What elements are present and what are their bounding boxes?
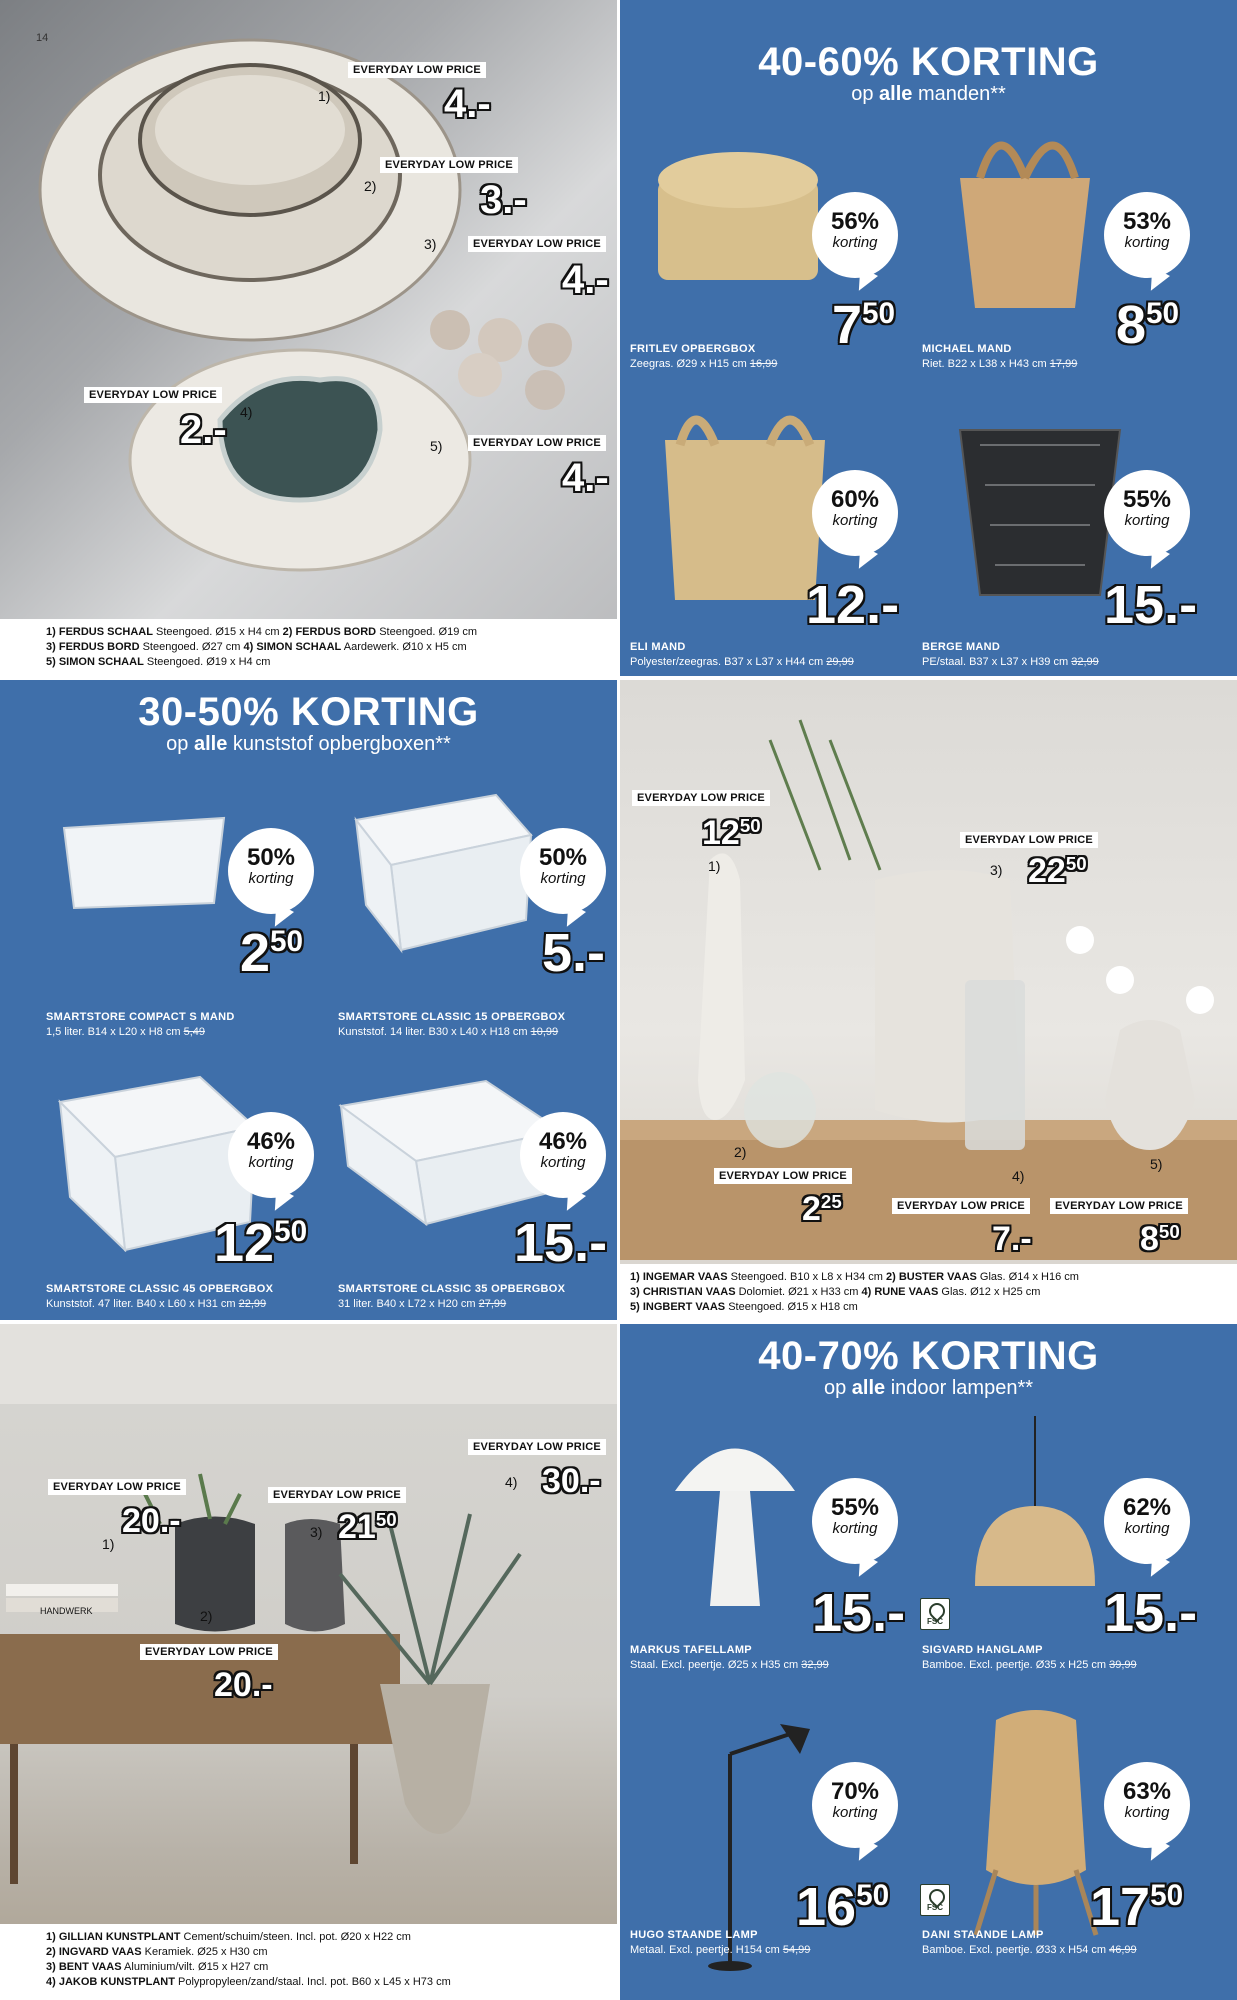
item-number-1: 1) <box>102 1536 115 1552</box>
panel-tableware <box>0 0 617 676</box>
price-1: 4.- <box>444 82 491 126</box>
item-number-4: 4) <box>1012 1168 1025 1184</box>
book-spine-text: HANDWERK <box>40 1606 93 1616</box>
manden-subtitle: op alle manden** <box>851 83 1006 105</box>
panel-vazen <box>620 680 1237 1320</box>
boxen-title: 30-50% KORTING <box>138 690 479 734</box>
discount-badge: 60% korting <box>812 470 898 556</box>
edlp-tag-3: EVERYDAY LOW PRICE <box>468 236 606 252</box>
price: $16^{50}$ <box>796 1877 890 1937</box>
page-number: 14 <box>36 32 49 44</box>
caption-line: 4) JAKOB KUNSTPLANT Polypropyleen/zand/staal. Incl. pot. B60 x L45 x H73 cm <box>46 1976 451 1988</box>
discount-badge: 50% korting <box>520 828 606 914</box>
item-number-5: 5) <box>1150 1156 1163 1172</box>
planten-caption <box>0 1924 617 2000</box>
price: $17^{50}$ <box>1090 1877 1184 1937</box>
markus-tafellamp-image <box>660 1416 810 1616</box>
price-5: 4.- <box>562 456 609 500</box>
item-number-2: 2) <box>734 1144 747 1160</box>
price: $7^{50}$ <box>832 295 896 355</box>
vazen-caption <box>620 1264 1237 1320</box>
edlp-tag-1: EVERYDAY LOW PRICE <box>348 62 486 78</box>
item-number-1: 1) <box>318 88 331 104</box>
item-number-2: 2) <box>200 1608 213 1624</box>
item-number-1: 1) <box>708 858 721 874</box>
product-name: SMARTSTORE CLASSIC 35 OPBERGBOX <box>338 1283 566 1295</box>
product-spec: Zeegras. Ø29 x H15 cm 16,99 <box>630 358 778 370</box>
product-spec: 31 liter. B40 x L72 x H20 cm 27,99 <box>338 1298 507 1310</box>
fsc-logo: FSC <box>920 1598 950 1630</box>
edlp-tag-3: EVERYDAY LOW PRICE <box>960 832 1098 848</box>
boxen-subtitle: op alle kunststof opbergboxen** <box>166 733 451 755</box>
classic-15-box-image <box>346 790 536 960</box>
edlp-tag-3: EVERYDAY LOW PRICE <box>268 1487 406 1503</box>
discount-badge: 56% korting <box>812 192 898 278</box>
discount-badge: 46% korting <box>520 1112 606 1198</box>
caption-line: 1) INGEMAR VAAS Steengoed. B10 x L8 x H34 cm 2) BUSTER VAAS Glas. Ø14 x H16 cm <box>630 1271 1079 1283</box>
manden-title: 40-60% KORTING <box>758 40 1099 84</box>
planten-photo <box>0 1324 617 1924</box>
michael-mand-image <box>940 118 1110 318</box>
discount-badge: 53% korting <box>1104 192 1190 278</box>
caption-line: 2) INGVARD VAAS Keramiek. Ø25 x H30 cm <box>46 1946 268 1958</box>
price: 12.- <box>806 575 900 635</box>
product-name: MARKUS TAFELLAMP <box>630 1644 752 1656</box>
edlp-tag-4: EVERYDAY LOW PRICE <box>84 387 222 403</box>
product-spec: Bamboe. Excl. peertje. Ø33 x H54 cm 46,99 <box>922 1944 1137 1956</box>
caption-line: 5) SIMON SCHAAL Steengoed. Ø19 x H4 cm <box>46 656 271 668</box>
price-5: $8^{50}$ <box>1140 1220 1180 1258</box>
compact-s-mand-image <box>54 808 234 918</box>
discount-badge: 46% korting <box>228 1112 314 1198</box>
product-name: SIGVARD HANGLAMP <box>922 1644 1043 1656</box>
caption-line: 5) INGBERT VAAS Steengoed. Ø15 x H18 cm <box>630 1301 858 1313</box>
price: 15.- <box>812 1583 906 1643</box>
price-3: 4.- <box>562 258 609 302</box>
discount-badge: 55% korting <box>812 1478 898 1564</box>
item-number-5: 5) <box>430 438 443 454</box>
tableware-caption <box>0 619 617 676</box>
edlp-tag-1: EVERYDAY LOW PRICE <box>48 1479 186 1495</box>
tableware-photo <box>0 0 617 620</box>
product-spec: Polyester/zeegras. B37 x L37 x H44 cm 29,99 <box>630 656 854 668</box>
lampen-title: 40-70% KORTING <box>758 1334 1099 1378</box>
price-1: $12^{50}$ <box>702 814 761 852</box>
fsc-logo: FSC <box>920 1884 950 1916</box>
edlp-tag-4: EVERYDAY LOW PRICE <box>468 1439 606 1455</box>
product-name: FRITLEV OPBERGBOX <box>630 343 756 355</box>
panel-lampen <box>620 1324 1237 2000</box>
discount-badge: 62% korting <box>1104 1478 1190 1564</box>
discount-badge: 50% korting <box>228 828 314 914</box>
item-number-2: 2) <box>364 178 377 194</box>
price-1: 20.- <box>122 1502 181 1540</box>
price-2: $2^{25}$ <box>802 1190 842 1228</box>
product-name: SMARTSTORE COMPACT S MAND <box>46 1011 235 1023</box>
product-name: DANI STAANDE LAMP <box>922 1929 1044 1941</box>
product-name: BERGE MAND <box>922 641 1001 653</box>
product-spec: 1,5 liter. B14 x L20 x H8 cm 5,49 <box>46 1026 205 1038</box>
caption-line: 1) GILLIAN KUNSTPLANT Cement/schuim/steen. Incl. pot. Ø20 x H22 cm <box>46 1931 411 1943</box>
edlp-tag-2: EVERYDAY LOW PRICE <box>380 157 518 173</box>
discount-badge: 70% korting <box>812 1762 898 1848</box>
caption-line: 3) BENT VAAS Aluminium/vilt. Ø15 x H27 cm <box>46 1961 269 1973</box>
price-4: 7.- <box>992 1220 1032 1258</box>
discount-badge: 55% korting <box>1104 470 1190 556</box>
price-2: 20.- <box>214 1666 273 1704</box>
panel-planten <box>0 1324 617 2000</box>
price: $2^{50}$ <box>240 923 304 983</box>
price-3: $21^{50}$ <box>338 1508 397 1546</box>
product-spec: Riet. B22 x L38 x H43 cm 17,99 <box>922 358 1078 370</box>
berge-mand-image <box>950 405 1130 605</box>
product-spec: PE/staal. B37 x L37 x H39 cm 32,99 <box>922 656 1099 668</box>
product-spec: Bamboe. Excl. peertje. Ø35 x H25 cm 39,99 <box>922 1659 1137 1671</box>
dani-staande-lamp-image <box>966 1700 1106 1940</box>
price: $8^{50}$ <box>1116 295 1180 355</box>
boxen-header <box>0 690 617 756</box>
panel-boxen <box>0 680 617 1320</box>
product-spec: Metaal. Excl. peertje. H154 cm 54,99 <box>630 1944 811 1956</box>
item-number-3: 3) <box>990 862 1003 878</box>
price-4: 30.- <box>542 1462 601 1500</box>
discount-badge: 63% korting <box>1104 1762 1190 1848</box>
price: 15.- <box>1104 1583 1198 1643</box>
caption-line: 1) FERDUS SCHAAL Steengoed. Ø15 x H4 cm 2) FERDUS BORD Steengoed. Ø19 cm <box>46 626 478 638</box>
price: 15.- <box>1104 575 1198 635</box>
price-2: 3.- <box>480 178 527 222</box>
price-4: 2.- <box>180 408 227 452</box>
product-name: MICHAEL MAND <box>922 343 1012 355</box>
product-name: SMARTSTORE CLASSIC 45 OPBERGBOX <box>46 1283 274 1295</box>
product-name: SMARTSTORE CLASSIC 15 OPBERGBOX <box>338 1011 566 1023</box>
lampen-header <box>620 1334 1237 1400</box>
product-spec: Staal. Excl. peertje. Ø25 x H35 cm 32,99 <box>630 1659 829 1671</box>
edlp-tag-1: EVERYDAY LOW PRICE <box>632 790 770 806</box>
price: 15.- <box>514 1213 608 1273</box>
fritlev-opbergbox-image <box>648 140 828 290</box>
item-number-4: 4) <box>505 1474 518 1490</box>
caption-line: 3) CHRISTIAN VAAS Dolomiet. Ø21 x H33 cm 4) RUNE VAAS Glas. Ø12 x H25 cm <box>630 1286 1041 1298</box>
item-number-3: 3) <box>424 236 437 252</box>
sigvard-hanglamp-image <box>970 1416 1100 1616</box>
panel-manden <box>620 0 1237 676</box>
edlp-tag-2: EVERYDAY LOW PRICE <box>140 1644 278 1660</box>
product-spec: Kunststof. 14 liter. B30 x L40 x H18 cm 10,99 <box>338 1026 559 1038</box>
price: $12^{50}$ <box>214 1213 308 1273</box>
product-spec: Kunststof. 47 liter. B40 x L60 x H31 cm 22,99 <box>46 1298 267 1310</box>
item-number-4: 4) <box>240 404 253 420</box>
product-name: ELI MAND <box>630 641 686 653</box>
edlp-tag-5: EVERYDAY LOW PRICE <box>468 435 606 451</box>
price-3: $22^{50}$ <box>1028 852 1087 890</box>
price: 5.- <box>542 923 606 983</box>
edlp-tag-2: EVERYDAY LOW PRICE <box>714 1168 852 1184</box>
lampen-subtitle: op alle indoor lampen** <box>823 1377 1034 1399</box>
vazen-photo <box>620 680 1237 1260</box>
caption-line: 3) FERDUS BORD Steengoed. Ø27 cm 4) SIMON SCHAAL Aardewerk. Ø10 x H5 cm <box>46 641 467 653</box>
item-number-3: 3) <box>310 1524 323 1540</box>
manden-header <box>620 40 1237 106</box>
product-name: HUGO STAANDE LAMP <box>630 1929 758 1941</box>
edlp-tag-4: EVERYDAY LOW PRICE <box>892 1198 1030 1214</box>
edlp-tag-5: EVERYDAY LOW PRICE <box>1050 1198 1188 1214</box>
